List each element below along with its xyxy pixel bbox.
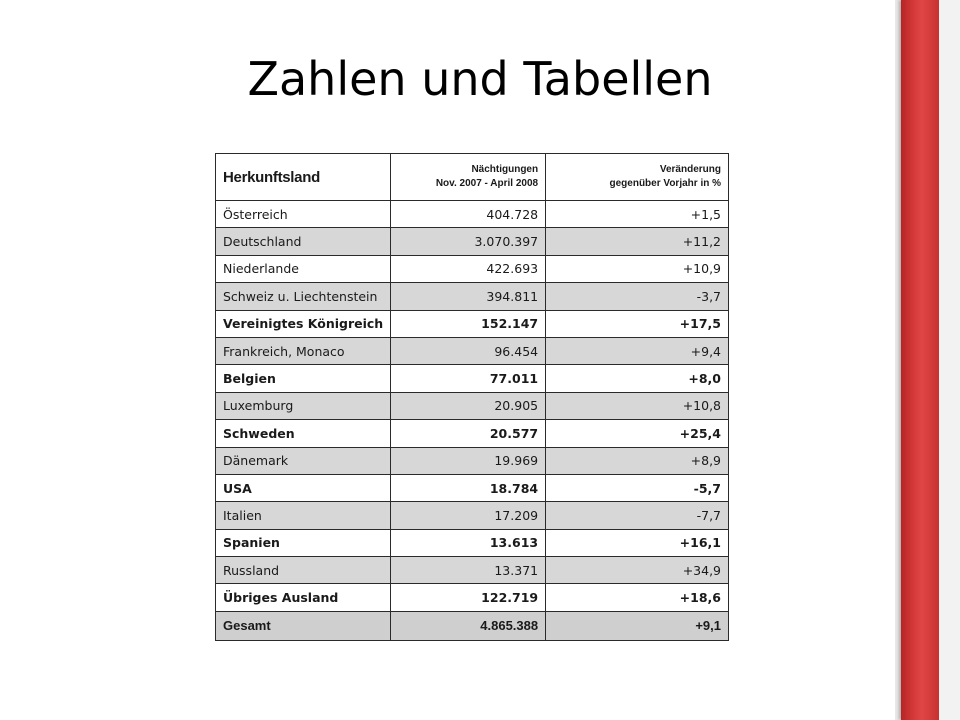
- header-nights-line1: Nächtigungen: [471, 164, 539, 175]
- cell-nights: 20.905: [391, 392, 546, 419]
- header-change: [546, 154, 729, 201]
- table-row: [216, 420, 729, 447]
- cell-country: Niederlande: [216, 255, 391, 282]
- cell-nights: 17.209: [391, 502, 546, 529]
- cell-country: Belgien: [216, 365, 391, 392]
- cell-nights: 20.577: [391, 420, 546, 447]
- table-row: [216, 255, 729, 282]
- cell-nights: 77.011: [391, 365, 546, 392]
- cell-country: Übriges Ausland: [216, 584, 391, 611]
- table-row: [216, 502, 729, 529]
- slide-title: Zahlen und Tabellen: [247, 52, 713, 106]
- table-row: [216, 557, 729, 584]
- total-label: Gesamt: [216, 611, 391, 640]
- cell-change: +16,1: [546, 529, 729, 556]
- cell-change: +17,5: [546, 310, 729, 337]
- cell-country: Spanien: [216, 529, 391, 556]
- header-nights-line2: Nov. 2007 - April 2008: [435, 178, 539, 189]
- cell-nights: 19.969: [391, 447, 546, 474]
- header-change-line2: gegenüber Vorjahr in %: [609, 178, 721, 189]
- table-row: [216, 365, 729, 392]
- header-country: Herkunftsland: [216, 154, 391, 201]
- table-row: [216, 201, 729, 228]
- cell-change: +8,9: [546, 447, 729, 474]
- cell-nights: 18.784: [391, 474, 546, 501]
- table-header-row: [216, 154, 729, 201]
- cell-change: +25,4: [546, 420, 729, 447]
- total-change: +9,1: [546, 611, 729, 640]
- cell-change: +10,9: [546, 255, 729, 282]
- cell-country: Schweden: [216, 420, 391, 447]
- cell-country: Deutschland: [216, 228, 391, 255]
- cell-nights: 404.728: [391, 201, 546, 228]
- table-row: [216, 337, 729, 364]
- total-nights: 4.865.388: [391, 611, 546, 640]
- total-row: [216, 611, 729, 640]
- cell-nights: 152.147: [391, 310, 546, 337]
- cell-nights: 122.719: [391, 584, 546, 611]
- cell-country: Österreich: [216, 201, 391, 228]
- cell-change: -7,7: [546, 502, 729, 529]
- cell-change: -5,7: [546, 474, 729, 501]
- cell-country: Luxemburg: [216, 392, 391, 419]
- cell-change: +11,2: [546, 228, 729, 255]
- header-change-line1: Veränderung: [659, 164, 721, 175]
- table-row: [216, 474, 729, 501]
- decorative-bar-edge: [939, 0, 960, 720]
- cell-country: Russland: [216, 557, 391, 584]
- table-row: [216, 228, 729, 255]
- cell-change: +9,4: [546, 337, 729, 364]
- cell-change: +1,5: [546, 201, 729, 228]
- cell-nights: 422.693: [391, 255, 546, 282]
- table-row: [216, 283, 729, 310]
- statistics-table: [215, 153, 729, 641]
- cell-country: USA: [216, 474, 391, 501]
- cell-country: Frankreich, Monaco: [216, 337, 391, 364]
- header-nights: [391, 154, 546, 201]
- cell-country: Vereinigtes Königreich: [216, 310, 391, 337]
- table-row: [216, 529, 729, 556]
- cell-nights: 96.454: [391, 337, 546, 364]
- cell-nights: 394.811: [391, 283, 546, 310]
- table-row: [216, 447, 729, 474]
- table-row: [216, 392, 729, 419]
- cell-country: Italien: [216, 502, 391, 529]
- table-container: [215, 153, 729, 667]
- cell-nights: 3.070.397: [391, 228, 546, 255]
- cell-nights: 13.613: [391, 529, 546, 556]
- table-row: [216, 310, 729, 337]
- cell-nights: 13.371: [391, 557, 546, 584]
- cell-change: +8,0: [546, 365, 729, 392]
- cell-change: -3,7: [546, 283, 729, 310]
- cell-change: +18,6: [546, 584, 729, 611]
- cell-country: Dänemark: [216, 447, 391, 474]
- cell-change: +10,8: [546, 392, 729, 419]
- table-row: [216, 584, 729, 611]
- cell-change: +34,9: [546, 557, 729, 584]
- cell-country: Schweiz u. Liechtenstein: [216, 283, 391, 310]
- decorative-red-bar: [901, 0, 939, 720]
- table-body: [216, 201, 729, 612]
